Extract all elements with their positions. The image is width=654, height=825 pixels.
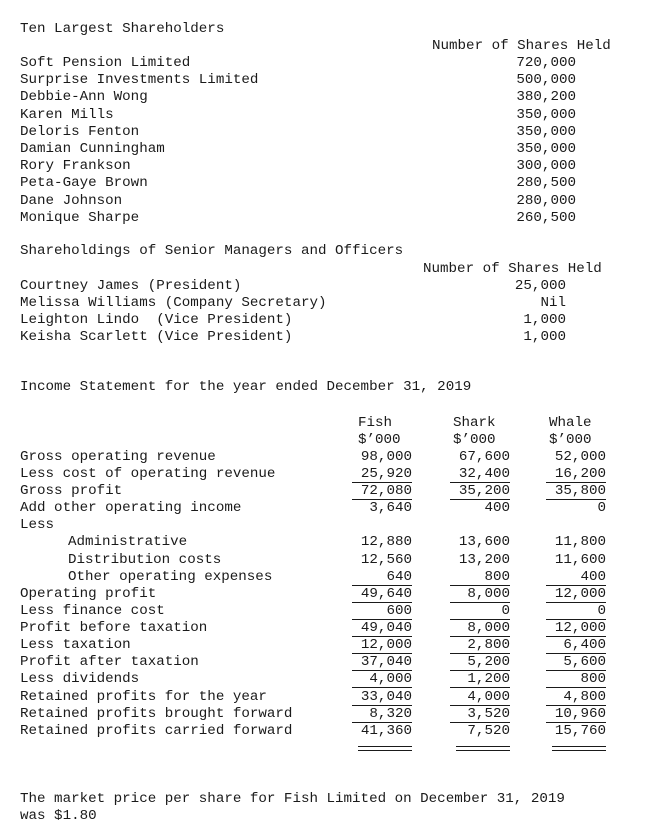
income-row-value: 12,000 xyxy=(352,637,412,654)
income-row-value: 800 xyxy=(450,569,510,586)
column-unit: $’000 xyxy=(549,432,592,448)
officer-shares: 1,000 xyxy=(523,329,566,345)
income-row-value: 11,600 xyxy=(554,552,606,568)
income-row-label: Operating profit xyxy=(20,586,157,602)
income-row-value: 4,000 xyxy=(352,671,412,688)
shareholder-name: Debbie-Ann Wong xyxy=(20,89,148,106)
income-row-value: 6,400 xyxy=(546,637,606,654)
income-row-value: 2,800 xyxy=(450,637,510,654)
income-row-value: 0 xyxy=(597,500,606,516)
market-price-note-line1: The market price per share for Fish Limited on December 31, 2019 xyxy=(20,791,565,807)
income-row-value: 16,200 xyxy=(546,466,606,483)
column-name: Shark xyxy=(453,415,496,431)
income-row-label: Distribution costs xyxy=(68,552,222,568)
shareholder-shares: 500,000 xyxy=(516,72,576,89)
officer-name: Melissa Williams (Company Secretary) xyxy=(20,295,327,311)
largest-shareholders-title: Ten Largest Shareholders xyxy=(20,21,225,37)
income-row-value: 52,000 xyxy=(554,449,606,465)
income-row-value: 41,360 xyxy=(360,723,412,739)
income-row-value: 0 xyxy=(546,603,606,620)
income-row-value: 72,080 xyxy=(352,483,412,500)
double-underline xyxy=(358,746,412,751)
income-row-value: 3,520 xyxy=(450,706,510,723)
income-row-value: 37,040 xyxy=(352,654,412,671)
shareholder-name: Dane Johnson xyxy=(20,192,123,209)
income-row-value: 35,800 xyxy=(546,483,606,500)
income-row-value: 8,000 xyxy=(450,586,510,603)
double-underline xyxy=(552,746,606,751)
income-row-value: 600 xyxy=(352,603,412,620)
income-row-value: 15,760 xyxy=(554,723,606,739)
income-row-value: 640 xyxy=(352,569,412,586)
column-name: Whale xyxy=(549,415,592,431)
income-row-label: Gross profit xyxy=(20,483,123,499)
income-row-label: Less xyxy=(20,517,55,533)
shareholder-shares: 280,500 xyxy=(516,175,576,192)
income-row-value: 4,000 xyxy=(450,689,510,706)
income-row-label: Less dividends xyxy=(20,671,140,687)
income-row-label: Add other operating income xyxy=(20,500,242,516)
income-row-value: 10,960 xyxy=(546,706,606,723)
income-row-value: 98,000 xyxy=(360,449,412,465)
market-price-note-line2: was $1.80 xyxy=(20,808,97,824)
double-underline xyxy=(456,746,510,751)
income-row-value: 400 xyxy=(546,569,606,586)
officer-name: Courtney James (President) xyxy=(20,278,242,294)
income-row-value: 33,040 xyxy=(352,689,412,706)
income-row-label: Profit before taxation xyxy=(20,620,208,636)
income-row-label: Less finance cost xyxy=(20,603,165,619)
income-row-value: 400 xyxy=(484,500,510,516)
shareholder-name: Monique Sharpe xyxy=(20,209,140,226)
income-row-label: Retained profits brought forward xyxy=(20,706,293,722)
income-row-label: Other operating expenses xyxy=(68,569,273,585)
officer-name: Leighton Lindo (Vice President) xyxy=(20,312,293,328)
shareholder-name: Rory Frankson xyxy=(20,158,131,175)
income-row-label: Gross operating revenue xyxy=(20,449,216,465)
column-name: Fish xyxy=(358,415,393,431)
shareholder-name: Peta-Gaye Brown xyxy=(20,175,148,192)
shareholder-name: Karen Mills xyxy=(20,106,114,123)
income-row-value: 67,600 xyxy=(458,449,510,465)
shareholder-name: Surprise Investments Limited xyxy=(20,72,259,89)
income-row-value: 3,640 xyxy=(369,500,412,516)
shareholder-shares: 350,000 xyxy=(516,106,576,123)
income-row-value: 12,880 xyxy=(360,534,412,550)
income-row-label: Retained profits for the year xyxy=(20,689,267,705)
officer-shares: 1,000 xyxy=(523,312,566,328)
officer-shares: Nil xyxy=(540,295,566,311)
income-statement-title: Income Statement for the year ended December 31, 2019 xyxy=(20,379,472,395)
income-row-value: 12,000 xyxy=(546,620,606,637)
income-row-value: 8,320 xyxy=(352,706,412,723)
income-row-value: 11,800 xyxy=(554,534,606,550)
income-row-value: 32,400 xyxy=(450,466,510,483)
income-row-label: Retained profits carried forward xyxy=(20,723,293,739)
income-row-value: 49,640 xyxy=(352,586,412,603)
shareholder-shares: 260,500 xyxy=(516,209,576,226)
column-unit: $’000 xyxy=(453,432,496,448)
largest-shareholders-column-header: Number of Shares Held xyxy=(432,38,611,54)
officer-shares: 25,000 xyxy=(514,278,566,294)
income-row-label: Less cost of operating revenue xyxy=(20,466,276,482)
income-row-value: 8,000 xyxy=(450,620,510,637)
income-row-value: 35,200 xyxy=(450,483,510,500)
income-row-label: Profit after taxation xyxy=(20,654,199,670)
income-row-value: 7,520 xyxy=(467,723,510,739)
shareholder-shares: 720,000 xyxy=(516,55,576,71)
income-row-value: 13,600 xyxy=(458,534,510,550)
income-row-label: Less taxation xyxy=(20,637,131,653)
shareholder-shares: 380,200 xyxy=(516,89,576,106)
column-unit: $’000 xyxy=(358,432,401,448)
income-row-value: 12,560 xyxy=(360,552,412,568)
income-row-value: 5,200 xyxy=(450,654,510,671)
shareholder-name: Damian Cunningham xyxy=(20,141,165,157)
income-row-value: 4,800 xyxy=(546,689,606,706)
income-row-value: 13,200 xyxy=(458,552,510,568)
shareholder-shares: 300,000 xyxy=(516,158,576,175)
income-row-value: 49,040 xyxy=(352,620,412,637)
income-row-value: 25,920 xyxy=(352,466,412,483)
income-row-value: 12,000 xyxy=(546,586,606,603)
officer-name: Keisha Scarlett (Vice President) xyxy=(20,329,293,345)
shareholder-name: Soft Pension Limited xyxy=(20,55,191,71)
income-row-value: 800 xyxy=(546,671,606,688)
income-row-value: 5,600 xyxy=(546,654,606,671)
shareholder-shares: 350,000 xyxy=(516,123,576,140)
senior-managers-title: Shareholdings of Senior Managers and Officers xyxy=(20,243,404,259)
shareholder-name: Deloris Fenton xyxy=(20,123,140,140)
shareholder-shares: 350,000 xyxy=(516,141,576,157)
senior-managers-column-header: Number of Shares Held xyxy=(423,261,602,277)
income-row-label: Administrative xyxy=(68,534,188,550)
income-row-value: 0 xyxy=(450,603,510,620)
shareholder-shares: 280,000 xyxy=(516,192,576,209)
income-row-value: 1,200 xyxy=(450,671,510,688)
